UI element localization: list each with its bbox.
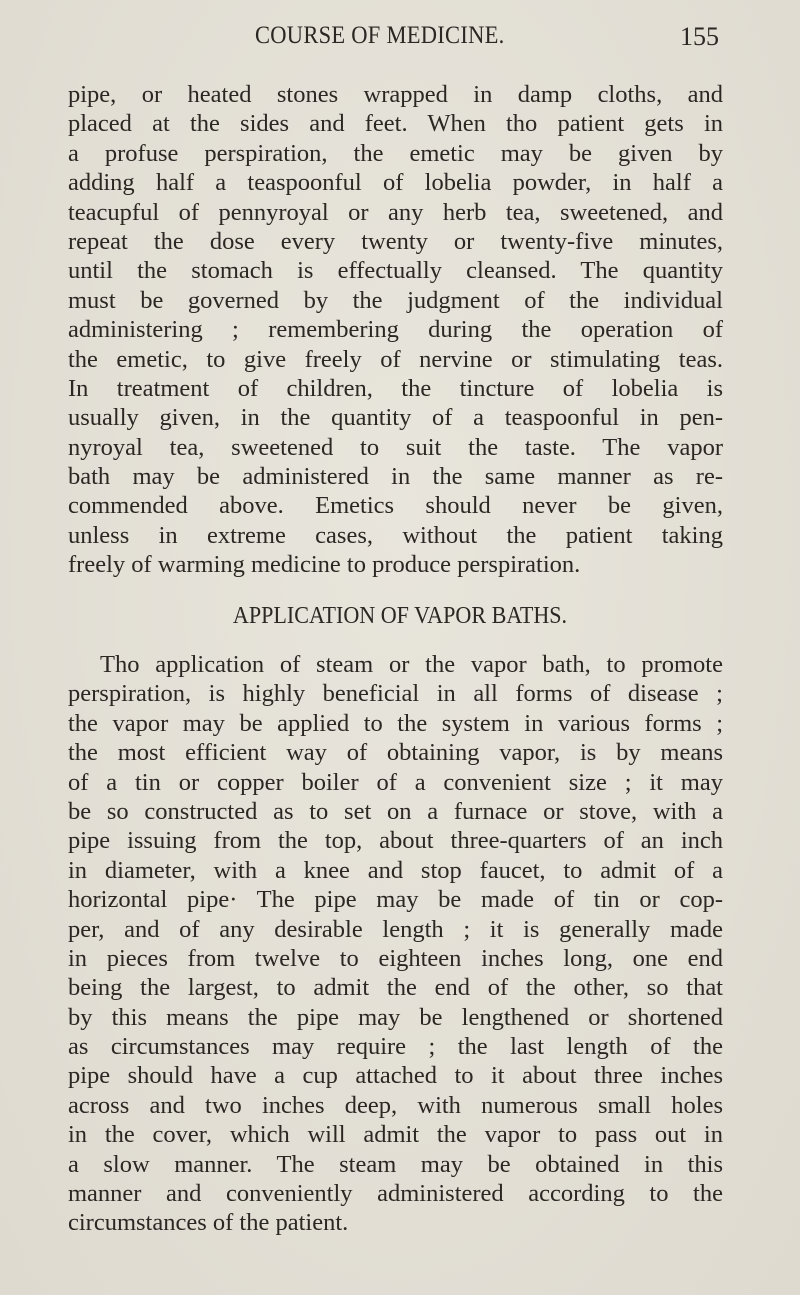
text-line: a profuse perspiration, the emetic may be given by bbox=[68, 139, 723, 167]
text-line: In treatment of children, the tincture of lobelia is bbox=[68, 374, 723, 402]
paragraph-1 bbox=[68, 80, 723, 580]
running-head: COURSE OF MEDICINE. bbox=[255, 22, 505, 49]
text-line: bath may be administered in the same manner as re- bbox=[68, 463, 723, 491]
text-line: across and two inches deep, with numerous small holes bbox=[68, 1091, 723, 1119]
text-line: pipe issuing from the top, about three-quarters of an inch bbox=[68, 827, 723, 855]
text-line: usually given, in the quantity of a teaspoonful in pen- bbox=[68, 404, 723, 432]
text-line: the vapor may be applied to the system in various forms ; bbox=[68, 709, 723, 737]
text-line: in the cover, which will admit the vapor to pass out in bbox=[68, 1121, 723, 1149]
text-line: administering ; remembering during the operation of bbox=[68, 316, 723, 344]
text-line: a slow manner. The steam may be obtained in this bbox=[68, 1150, 723, 1178]
text-line: must be governed by the judgment of the individual bbox=[68, 286, 723, 314]
text-line: in pieces from twelve to eighteen inches long, one end bbox=[68, 944, 723, 972]
page-number: 155 bbox=[680, 22, 719, 51]
text-line: being the largest, to admit the end of the other, so that bbox=[68, 974, 723, 1002]
text-line: manner and conveniently administered according to the bbox=[68, 1180, 723, 1208]
text-line: perspiration, is highly beneficial in all forms of disease ; bbox=[68, 680, 723, 708]
text-line: in diameter, with a knee and stop faucet, to admit of a bbox=[68, 856, 723, 884]
text-line: until the stomach is effectually cleansed. The quantity bbox=[68, 257, 723, 285]
text-line: freely of warming medicine to produce perspiration. bbox=[68, 551, 581, 579]
text-line: the emetic, to give freely of nervine or stimulating teas. bbox=[68, 345, 723, 373]
text-line: pipe, or heated stones wrapped in damp cloths, and bbox=[68, 81, 723, 108]
text-line: placed at the sides and feet. When tho patient gets in bbox=[68, 110, 723, 138]
text-line: of a tin or copper boiler of a convenient size ; it may bbox=[68, 768, 723, 796]
text-line: adding half a teaspoonful of lobelia powder, in half a bbox=[68, 169, 723, 197]
text-line: circumstances of the patient. bbox=[68, 1209, 349, 1237]
text-line: unless in extreme cases, without the patient taking bbox=[68, 521, 723, 549]
text-line: Tho application of steam or the vapor bath, to promote bbox=[100, 651, 723, 678]
text-line: as circumstances may require ; the last length of the bbox=[68, 1033, 723, 1061]
text-line: the most efficient way of obtaining vapor, is by means bbox=[68, 739, 723, 767]
text-line: pipe should have a cup attached to it about three inches bbox=[68, 1062, 723, 1090]
text-line: repeat the dose every twenty or twenty-five minutes, bbox=[68, 227, 723, 255]
text-line: commended above. Emetics should never be given, bbox=[68, 492, 723, 520]
paragraph-2 bbox=[68, 650, 723, 1238]
text-line: nyroyal tea, sweetened to suit the taste. The vapor bbox=[68, 433, 723, 461]
text-line: per, and of any desirable length ; it is generally made bbox=[68, 915, 723, 943]
text-line: horizontal pipe· The pipe may be made of tin or cop- bbox=[68, 886, 723, 914]
text-line: teacupful of pennyroyal or any herb tea, sweetened, and bbox=[68, 198, 723, 226]
text-line: be so constructed as to set on a furnace or stove, with a bbox=[68, 797, 723, 825]
text-line: by this means the pipe may be lengthened or shortened bbox=[68, 1003, 723, 1031]
section-heading: APPLICATION OF VAPOR BATHS. bbox=[232, 603, 568, 629]
